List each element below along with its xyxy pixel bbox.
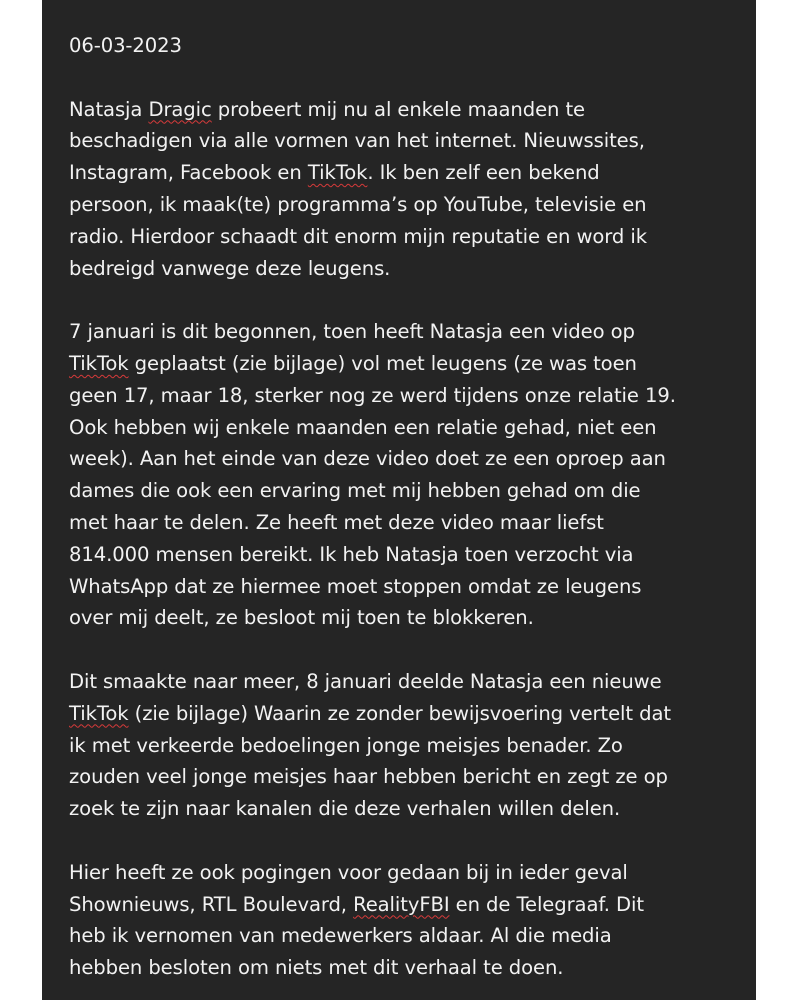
text-line [69,253,734,285]
text-line [69,698,734,730]
text-line [69,475,734,507]
paragraph-3 [69,666,734,825]
document-page [42,0,756,1000]
text-segment: Hier heeft ze ook pogingen voor gedaan bij in ieder geval [69,860,628,884]
text-segment: geplaatst (zie bijlage) vol met leugens (ze was toen [128,351,637,375]
text-segment: radio. Hierdoor schaadt dit enorm mijn reputatie en word ik [69,224,647,248]
spellcheck-flagged-word: Dragic [148,97,212,121]
text-segment: . Ik ben zelf een bekend [367,161,600,185]
text-segment: geen 17, maar 18, sterker nog ze werd tijdens onze relatie 19. [69,383,676,407]
text-line [69,857,734,889]
text-segment: met haar te delen. Ze heeft met deze video maar liefst [69,510,604,534]
text-line [69,761,734,793]
text-segment: Instagram, Facebook en [69,161,308,185]
text-line [69,507,734,539]
text-line [69,125,734,157]
text-segment: 814.000 mensen bereikt. Ik heb Natasja toen verzocht via [69,542,634,566]
text-segment: week). Aan het einde van deze video doet ze een oproep aan [69,447,666,471]
spellcheck-flagged-word: TikTok [307,161,368,185]
text-segment: Shownieuws, RTL Boulevard, [69,892,354,916]
text-segment: (zie bijlage) Waarin ze zonder bewijsvoering vertelt dat [128,701,671,725]
text-line [69,348,734,380]
text-segment: 7 januari is dit begonnen, toen heeft Natasja een video op [69,320,635,344]
text-line [69,730,734,762]
text-segment: bedreigd vanwege deze leugens. [69,256,391,280]
text-line [69,539,734,571]
text-segment: Natasja [69,97,149,121]
paragraph-2 [69,316,734,634]
paragraph-1 [69,94,734,285]
document-body [69,94,734,984]
paragraph-4 [69,857,734,984]
text-segment: Ook hebben wij enkele maanden een relatie gehad, niet een [69,415,657,439]
text-segment: Dit smaakte naar meer, 8 januari deelde Natasja een nieuwe [69,669,662,693]
text-line [69,920,734,952]
text-segment: probeert mij nu al enkele maanden te [211,97,586,121]
text-segment: dames die ook een ervaring met mij hebben gehad om die [69,479,641,503]
text-line [69,571,734,603]
text-line [69,412,734,444]
text-segment: WhatsApp dat ze hiermee moet stoppen omdat ze leugens [69,574,642,598]
text-line [69,316,734,348]
text-segment: heb ik vernomen van medewerkers aldaar. Al die media [69,924,612,948]
text-segment: hebben besloten om niets met dit verhaal te doen. [69,956,564,980]
text-line [69,602,734,634]
text-line [69,157,734,189]
text-line [69,793,734,825]
text-line [69,94,734,126]
text-segment: over mij deelt, ze besloot mij toen te blokkeren. [69,606,534,630]
text-segment: zoek te zijn naar kanalen die deze verhalen willen delen. [69,797,621,821]
text-segment: zouden veel jonge meisjes haar hebben bericht en zegt ze op [69,765,668,789]
text-segment: beschadigen via alle vormen van het internet. Nieuwssites, [69,129,645,153]
text-segment: ik met verkeerde bedoelingen jonge meisjes benader. Zo [69,733,623,757]
spellcheck-flagged-word: TikTok [69,701,129,725]
text-segment: en de Telegraaf. Dit [449,892,644,916]
document-date: 06-03-2023 [69,34,182,57]
spellcheck-flagged-word: TikTok [69,351,129,375]
text-line [69,666,734,698]
text-line [69,443,734,475]
spellcheck-flagged-word: RealityFBI [353,892,450,916]
text-segment: persoon, ik maak(te) programma’s op YouTube, televisie en [69,192,647,216]
text-line [69,380,734,412]
text-line [69,221,734,253]
text-line [69,952,734,984]
text-line [69,889,734,921]
text-line [69,189,734,221]
